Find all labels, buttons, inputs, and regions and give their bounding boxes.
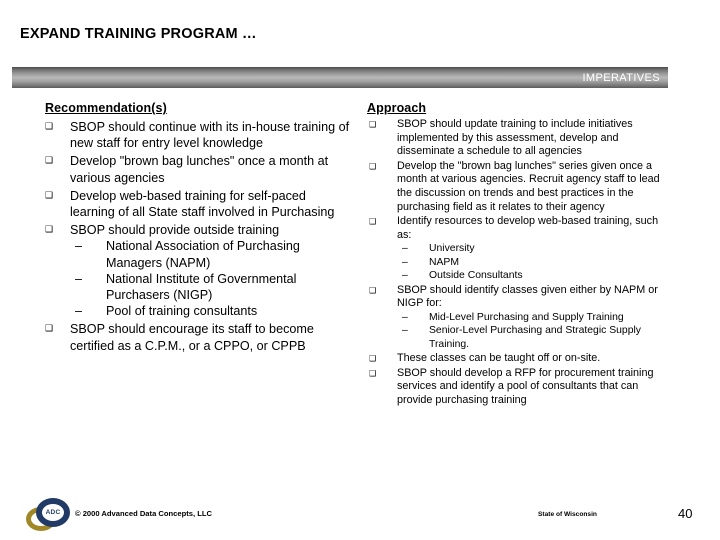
- sub-bullet-item: [397, 256, 667, 269]
- square-bullet-icon: ❑: [45, 156, 54, 167]
- square-bullet-icon: ❑: [369, 217, 377, 227]
- page-title: EXPAND TRAINING PROGRAM …: [20, 26, 257, 42]
- square-bullet-icon: ❑: [369, 353, 377, 363]
- square-bullet-icon: ❑: [45, 324, 54, 335]
- bullet-text: SBOP should encourage its staff to become certified as a C.P.M., or a CPPO, or CPPB: [70, 322, 314, 353]
- dash-bullet-icon: –: [75, 304, 83, 319]
- approach-heading: Approach: [367, 101, 427, 115]
- recommendations-column: [45, 101, 350, 356]
- bullet-text: SBOP should identify classes given either by NAPM or NIGP for:: [397, 283, 658, 310]
- sub-bullet-text: NAPM: [429, 256, 460, 268]
- dash-bullet-icon: –: [402, 311, 408, 323]
- sub-bullet-list: [397, 311, 667, 351]
- bullet-item: [45, 119, 350, 151]
- bullet-item: [367, 352, 667, 366]
- sub-bullet-item: [397, 242, 667, 255]
- sub-bullet-text: Senior-Level Purchasing and Strategic Supply Training.: [429, 325, 641, 350]
- bullet-text: Develop "brown bag lunches" once a month at various agencies: [70, 154, 329, 185]
- sub-bullet-list: [397, 242, 667, 282]
- bullet-item: [45, 188, 350, 220]
- bullet-item: [367, 367, 667, 408]
- bullet-text: SBOP should continue with its in-house training of new staff for entry level knowledge: [70, 120, 350, 151]
- bullet-text: SBOP should update training to include initiatives implemented by this assessment, develop and disseminate a schedule to all agencies: [397, 118, 633, 158]
- approach-column: [367, 101, 667, 408]
- bullet-item: [45, 321, 350, 353]
- sub-bullet-text: National Association of Purchasing Managers (NAPM): [106, 239, 300, 270]
- sub-bullet-item: [397, 324, 667, 351]
- bullet-item: [367, 118, 667, 159]
- sub-bullet-item: [70, 271, 350, 303]
- copyright-notice: © 2000 Advanced Data Concepts, LLC: [75, 509, 212, 518]
- logo-text: ADC: [45, 509, 61, 516]
- bullet-text: Develop web-based training for self-paced learning of all State staff involved in Purchasing: [70, 188, 335, 220]
- sub-bullet-text: Outside Consultants: [429, 270, 523, 282]
- banner-label: IMPERATIVES: [582, 71, 660, 84]
- sub-bullet-text: University: [429, 243, 475, 255]
- bullet-item: [45, 222, 350, 319]
- bullet-item: [45, 153, 350, 185]
- adc-logo: [24, 495, 82, 535]
- bullet-text: SBOP should provide outside training: [70, 223, 280, 238]
- sub-bullet-text: Mid-Level Purchasing and Supply Training: [429, 311, 624, 323]
- dash-bullet-icon: –: [402, 243, 408, 255]
- recommendations-heading: Recommendation(s): [45, 101, 167, 115]
- square-bullet-icon: ❑: [45, 190, 54, 201]
- dash-bullet-icon: –: [402, 256, 408, 268]
- square-bullet-icon: ❑: [45, 122, 54, 132]
- recommendations-list: [45, 119, 350, 354]
- dash-bullet-icon: –: [402, 270, 408, 282]
- bullet-text: Identify resources to develop web-based training, such as:: [397, 215, 659, 241]
- bullet-item: [367, 284, 667, 351]
- sub-bullet-item: [397, 269, 667, 282]
- sub-bullet-text: National Institute of Governmental Purchasers (NIGP): [106, 271, 297, 303]
- square-bullet-icon: ❑: [369, 285, 377, 295]
- sub-bullet-item: [397, 311, 667, 324]
- dash-bullet-icon: –: [75, 239, 83, 254]
- approach-list: [367, 118, 667, 407]
- square-bullet-icon: ❑: [369, 161, 377, 171]
- sub-bullet-item: [70, 238, 350, 270]
- bullet-text: Develop the "brown bag lunches" series given once a month at various agencies. Recruit agency staff to lead the discussion on trends and best practices in the purchasing field as it relates to their agency: [397, 159, 660, 213]
- dash-bullet-icon: –: [75, 271, 83, 286]
- section-banner: [12, 67, 668, 88]
- bullet-text: SBOP should develop a RFP for procurement training services and identify a pool of consultants that can provide purchasing training: [397, 366, 654, 406]
- square-bullet-icon: ❑: [369, 120, 377, 129]
- bullet-item: [367, 215, 667, 282]
- sub-bullet-list: [70, 238, 350, 319]
- bullet-item: [367, 160, 667, 214]
- dash-bullet-icon: –: [402, 325, 408, 337]
- square-bullet-icon: ❑: [369, 368, 377, 378]
- sub-bullet-item: [70, 303, 350, 319]
- sub-bullet-text: Pool of training consultants: [106, 304, 258, 319]
- bullet-text: These classes can be taught off or on-site.: [397, 351, 601, 364]
- square-bullet-icon: ❑: [45, 225, 54, 236]
- page-number: 40: [678, 506, 693, 521]
- footer-organization: State of Wisconsin: [538, 511, 597, 518]
